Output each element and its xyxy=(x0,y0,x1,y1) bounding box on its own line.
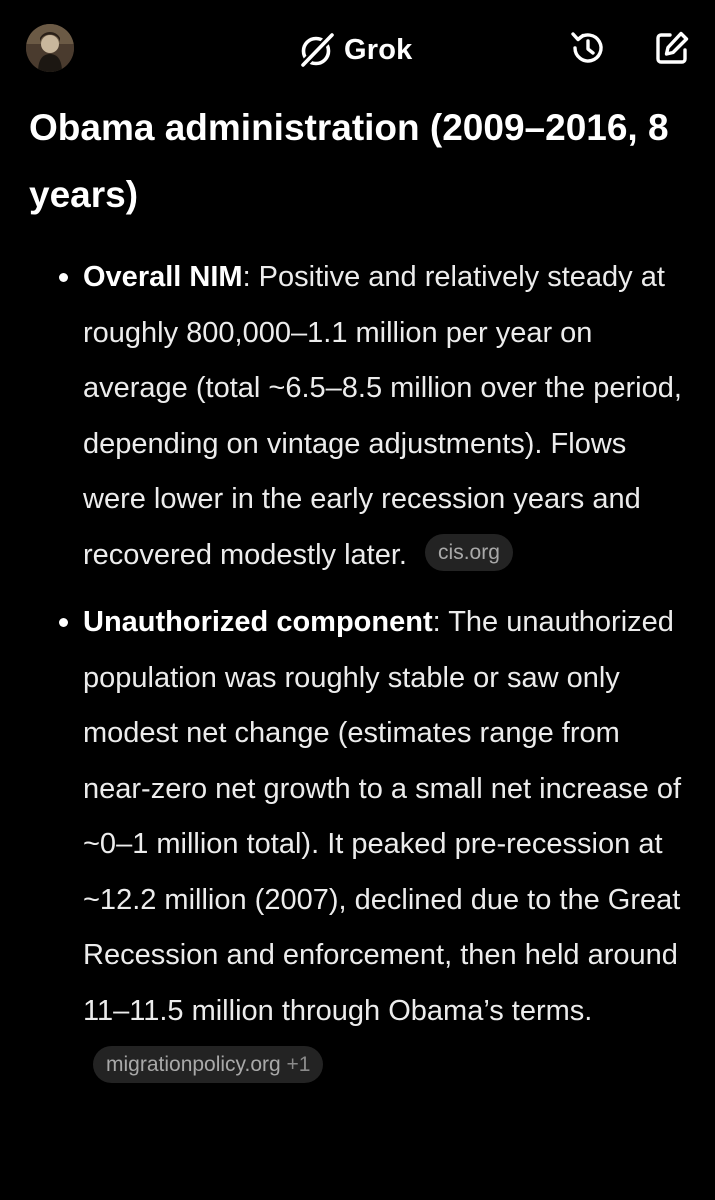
new-chat-button[interactable] xyxy=(652,28,692,68)
assistant-message xyxy=(29,94,689,1107)
bullet-text: : The unauthorized population was roughly stable or saw only modest net change (estimates range from near-zero net growth to a small net increase of ~0–1 million total). It peaked pre-recession at ~12.2 million (2007), declined due to the Great Recession and enforcement, then held around 11–11.5 million through Obama’s terms. xyxy=(83,606,682,1027)
list-item xyxy=(29,250,689,583)
source-chip[interactable] xyxy=(93,1046,323,1083)
source-chip[interactable] xyxy=(425,534,513,571)
avatar-image xyxy=(26,24,74,72)
source-label: cis.org xyxy=(438,541,500,565)
new-chat-icon xyxy=(652,28,692,68)
bullet-list xyxy=(29,250,689,1095)
history-button[interactable] xyxy=(568,28,608,68)
list-item xyxy=(29,595,689,1095)
brand-title: Grok xyxy=(344,33,413,66)
grok-logo-icon xyxy=(298,31,336,69)
brand xyxy=(298,29,413,71)
top-bar xyxy=(0,0,715,100)
bullet-text: : Positive and relatively steady at roughly 800,000–1.1 million per year on average (total ~6.5–8.5 million over the period, depending on vintage adjustments). Flows were lower in the early recession years and recovered modestly later. xyxy=(83,261,682,571)
bullet-term: Overall NIM xyxy=(83,261,243,293)
history-icon xyxy=(568,28,608,68)
bullet-term: Unauthorized component xyxy=(83,606,433,638)
user-avatar[interactable] xyxy=(26,24,74,72)
section-heading: Obama administration (2009–2016, 8 years) xyxy=(29,107,669,215)
source-count: +1 xyxy=(286,1052,311,1076)
source-label: migrationpolicy.org xyxy=(106,1052,281,1076)
